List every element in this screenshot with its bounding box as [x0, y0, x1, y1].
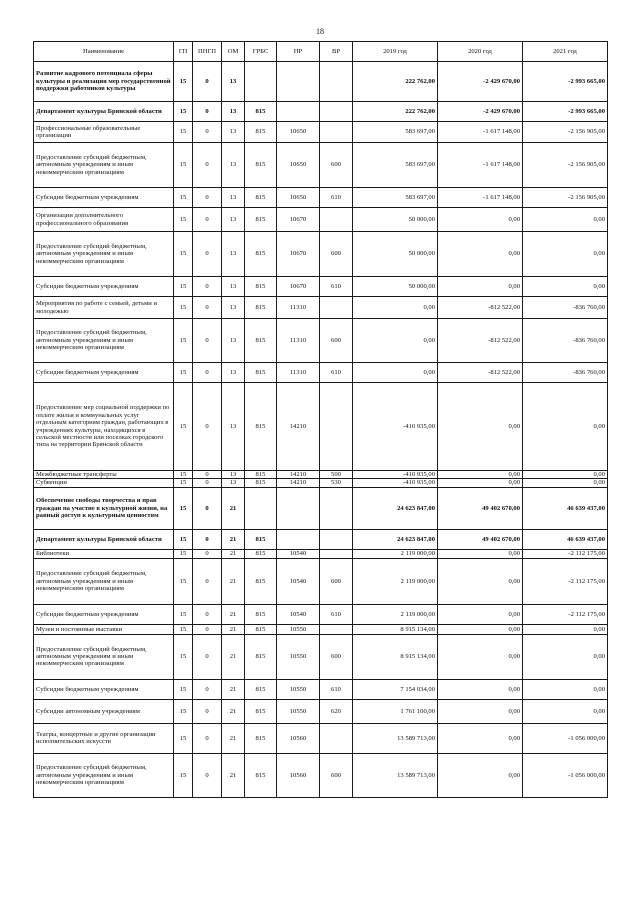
cell-2021: -2 993 665,00: [523, 62, 608, 102]
table-header-row: [34, 42, 608, 62]
cell-2020: 0,00: [438, 277, 523, 297]
cell-nr: 10670: [277, 277, 320, 297]
cell-grbs: [245, 62, 277, 102]
cell-2019: 24 623 847,00: [353, 529, 438, 549]
cell-2020: -812 522,00: [438, 319, 523, 363]
cell-name: Предоставление субсидий бюджетным, автономным учреждениям и иным некоммерческим организациям: [34, 232, 174, 277]
cell-2019: 2 119 000,00: [353, 558, 438, 604]
cell-2021: 0,00: [523, 208, 608, 232]
cell-nr: 10560: [277, 723, 320, 753]
cell-2019: 50 000,00: [353, 277, 438, 297]
table-row: [34, 487, 608, 529]
cell-grbs: 815: [245, 753, 277, 797]
cell-pngp: 0: [193, 723, 222, 753]
cell-2021: 0,00: [523, 479, 608, 487]
cell-nr: [277, 487, 320, 529]
cell-name: Межбюджетные трансферты: [34, 471, 174, 479]
cell-om: 21: [222, 699, 245, 723]
cell-2020: 0,00: [438, 679, 523, 699]
cell-2020: 0,00: [438, 699, 523, 723]
cell-nr: 10650: [277, 143, 320, 188]
cell-name: Обеспечение свободы творчества и прав граждан на участие в культурной жизни, на равный доступ к культурным ценностям: [34, 487, 174, 529]
cell-name: Музеи и постоянные выставки: [34, 624, 174, 634]
cell-om: 21: [222, 558, 245, 604]
cell-2020: 0,00: [438, 723, 523, 753]
cell-gp: 15: [174, 723, 193, 753]
table-row: [34, 634, 608, 679]
cell-gp: 15: [174, 363, 193, 383]
cell-vr: [320, 102, 353, 122]
cell-gp: 15: [174, 383, 193, 471]
cell-grbs: 815: [245, 277, 277, 297]
table-row: [34, 232, 608, 277]
cell-om: 21: [222, 679, 245, 699]
cell-nr: 10550: [277, 634, 320, 679]
cell-name: Предоставление субсидий бюджетным, автономным учреждениям и иным некоммерческим организациям: [34, 753, 174, 797]
cell-nr: 10540: [277, 549, 320, 558]
table-row: [34, 679, 608, 699]
cell-2020: 0,00: [438, 624, 523, 634]
cell-pngp: 0: [193, 634, 222, 679]
cell-2020: 0,00: [438, 604, 523, 624]
cell-gp: 15: [174, 143, 193, 188]
cell-2019: 1 761 100,00: [353, 699, 438, 723]
cell-nr: 10550: [277, 624, 320, 634]
cell-2021: 0,00: [523, 679, 608, 699]
cell-2020: 0,00: [438, 208, 523, 232]
cell-2021: -836 760,00: [523, 319, 608, 363]
cell-om: 21: [222, 604, 245, 624]
cell-pngp: 0: [193, 549, 222, 558]
cell-grbs: 815: [245, 208, 277, 232]
header-2019: 2019 год: [353, 42, 438, 62]
cell-gp: 15: [174, 188, 193, 208]
cell-pngp: 0: [193, 479, 222, 487]
cell-name: Библиотеки: [34, 549, 174, 558]
cell-2020: -2 429 670,00: [438, 102, 523, 122]
cell-vr: [320, 383, 353, 471]
cell-grbs: 815: [245, 143, 277, 188]
cell-vr: 610: [320, 363, 353, 383]
cell-2021: 0,00: [523, 624, 608, 634]
cell-2019: 50 000,00: [353, 208, 438, 232]
cell-nr: 10550: [277, 679, 320, 699]
cell-2019: 8 915 134,00: [353, 624, 438, 634]
header-grbs: ГРБС: [245, 42, 277, 62]
cell-pngp: 0: [193, 297, 222, 319]
cell-om: 13: [222, 102, 245, 122]
cell-vr: 610: [320, 188, 353, 208]
cell-2021: -836 760,00: [523, 363, 608, 383]
cell-grbs: [245, 487, 277, 529]
cell-2020: -1 617 148,00: [438, 122, 523, 143]
cell-grbs: 815: [245, 699, 277, 723]
cell-pngp: 0: [193, 699, 222, 723]
cell-om: 13: [222, 383, 245, 471]
cell-om: 21: [222, 753, 245, 797]
cell-pngp: 0: [193, 604, 222, 624]
cell-name: Предоставление мер социальной поддержки по оплате жилья и коммунальных услуг отдельным категориям граждан, работающих в учреждениях культуры, находящихся в сельской местности или поселках городского типа на территории Брянской области: [34, 383, 174, 471]
cell-name: Субсидии бюджетным учреждениям: [34, 679, 174, 699]
cell-vr: [320, 208, 353, 232]
cell-pngp: 0: [193, 624, 222, 634]
cell-pngp: 0: [193, 122, 222, 143]
cell-gp: 15: [174, 102, 193, 122]
cell-om: 21: [222, 529, 245, 549]
header-2021: 2021 год: [523, 42, 608, 62]
cell-2019: 7 154 034,00: [353, 679, 438, 699]
cell-nr: 14210: [277, 471, 320, 479]
cell-pngp: 0: [193, 232, 222, 277]
cell-2019: -410 935,00: [353, 471, 438, 479]
cell-2020: 0,00: [438, 232, 523, 277]
cell-om: 13: [222, 363, 245, 383]
cell-2021: 0,00: [523, 383, 608, 471]
cell-gp: 15: [174, 277, 193, 297]
header-om: ОМ: [222, 42, 245, 62]
cell-pngp: 0: [193, 753, 222, 797]
cell-2019: -410 935,00: [353, 383, 438, 471]
cell-gp: 15: [174, 558, 193, 604]
cell-2020: 0,00: [438, 479, 523, 487]
cell-vr: [320, 122, 353, 143]
cell-2019: -410 935,00: [353, 479, 438, 487]
cell-vr: 610: [320, 277, 353, 297]
cell-2019: 583 697,00: [353, 143, 438, 188]
table-row: [34, 558, 608, 604]
cell-gp: 15: [174, 634, 193, 679]
cell-2021: -1 056 000,00: [523, 723, 608, 753]
cell-vr: 620: [320, 699, 353, 723]
cell-vr: 600: [320, 634, 353, 679]
cell-2021: 0,00: [523, 471, 608, 479]
cell-2019: 0,00: [353, 363, 438, 383]
cell-grbs: 815: [245, 102, 277, 122]
table-row: [34, 122, 608, 143]
cell-vr: [320, 62, 353, 102]
cell-vr: 600: [320, 319, 353, 363]
cell-om: 21: [222, 549, 245, 558]
cell-om: 13: [222, 122, 245, 143]
header-nr: НР: [277, 42, 320, 62]
cell-gp: 15: [174, 529, 193, 549]
cell-om: 13: [222, 188, 245, 208]
cell-name: Профессиональные образовательные организации: [34, 122, 174, 143]
cell-2020: -812 522,00: [438, 363, 523, 383]
cell-grbs: 815: [245, 232, 277, 277]
cell-grbs: 815: [245, 188, 277, 208]
header-2020: 2020 год: [438, 42, 523, 62]
cell-nr: 10540: [277, 604, 320, 624]
cell-pngp: 0: [193, 319, 222, 363]
cell-pngp: 0: [193, 188, 222, 208]
cell-name: Субсидии бюджетным учреждениям: [34, 363, 174, 383]
cell-vr: [320, 297, 353, 319]
cell-2019: 0,00: [353, 319, 438, 363]
cell-2020: -812 522,00: [438, 297, 523, 319]
cell-vr: [320, 549, 353, 558]
cell-vr: 600: [320, 232, 353, 277]
cell-2021: 46 639 437,00: [523, 487, 608, 529]
cell-2019: 2 119 000,00: [353, 604, 438, 624]
cell-pngp: 0: [193, 62, 222, 102]
cell-vr: 610: [320, 604, 353, 624]
cell-nr: [277, 529, 320, 549]
cell-nr: [277, 102, 320, 122]
cell-2020: 49 402 670,00: [438, 487, 523, 529]
cell-gp: 15: [174, 319, 193, 363]
cell-grbs: 815: [245, 679, 277, 699]
cell-name: Предоставление субсидий бюджетным, автономным учреждениям и иным некоммерческим организациям: [34, 634, 174, 679]
cell-2020: -1 617 148,00: [438, 188, 523, 208]
page-number: 18: [316, 27, 324, 36]
cell-om: 13: [222, 232, 245, 277]
cell-om: 21: [222, 634, 245, 679]
cell-name: Предоставление субсидий бюджетным, автономным учреждениям и иным некоммерческим организациям: [34, 558, 174, 604]
cell-2020: 0,00: [438, 558, 523, 604]
cell-nr: 10650: [277, 122, 320, 143]
cell-2019: 24 623 847,00: [353, 487, 438, 529]
cell-vr: [320, 529, 353, 549]
cell-2019: 8 915 134,00: [353, 634, 438, 679]
cell-grbs: 815: [245, 122, 277, 143]
table-row: [34, 479, 608, 487]
cell-pngp: 0: [193, 471, 222, 479]
cell-grbs: 815: [245, 549, 277, 558]
cell-vr: [320, 723, 353, 753]
cell-name: Субвенции: [34, 479, 174, 487]
table-row: [34, 471, 608, 479]
cell-grbs: 815: [245, 723, 277, 753]
cell-2019: 222 762,00: [353, 102, 438, 122]
cell-2021: 46 639 437,00: [523, 529, 608, 549]
cell-gp: 15: [174, 753, 193, 797]
cell-2019: 583 697,00: [353, 122, 438, 143]
cell-2019: 13 589 713,00: [353, 723, 438, 753]
cell-grbs: 815: [245, 383, 277, 471]
cell-nr: 11310: [277, 297, 320, 319]
cell-grbs: 815: [245, 297, 277, 319]
cell-nr: 10540: [277, 558, 320, 604]
cell-vr: 500: [320, 471, 353, 479]
cell-gp: 15: [174, 624, 193, 634]
cell-2020: 0,00: [438, 634, 523, 679]
cell-vr: [320, 487, 353, 529]
cell-2019: 13 589 713,00: [353, 753, 438, 797]
cell-2019: 222 762,00: [353, 62, 438, 102]
cell-grbs: 815: [245, 363, 277, 383]
cell-nr: 10560: [277, 753, 320, 797]
cell-name: Субсидии бюджетным учреждениям: [34, 604, 174, 624]
cell-2021: 0,00: [523, 699, 608, 723]
cell-nr: 14210: [277, 383, 320, 471]
cell-grbs: 815: [245, 624, 277, 634]
cell-2020: 0,00: [438, 753, 523, 797]
cell-pngp: 0: [193, 102, 222, 122]
cell-2020: 0,00: [438, 471, 523, 479]
cell-nr: [277, 62, 320, 102]
cell-2021: -2 993 665,00: [523, 102, 608, 122]
table-row: [34, 699, 608, 723]
cell-om: 13: [222, 479, 245, 487]
cell-om: 13: [222, 62, 245, 102]
cell-grbs: 815: [245, 604, 277, 624]
cell-gp: 15: [174, 232, 193, 277]
table-row: [34, 102, 608, 122]
cell-grbs: 815: [245, 319, 277, 363]
cell-grbs: 815: [245, 558, 277, 604]
table-row: [34, 143, 608, 188]
cell-2020: 49 402 670,00: [438, 529, 523, 549]
cell-gp: 15: [174, 208, 193, 232]
table-row: [34, 363, 608, 383]
cell-2021: 0,00: [523, 232, 608, 277]
cell-name: Департамент культуры Брянской области: [34, 102, 174, 122]
header-name: Наименование: [34, 42, 174, 62]
cell-name: Театры, концертные и другие организации исполнительских искусств: [34, 723, 174, 753]
cell-om: 13: [222, 319, 245, 363]
cell-om: 13: [222, 277, 245, 297]
cell-nr: 10550: [277, 699, 320, 723]
cell-om: 21: [222, 487, 245, 529]
cell-2019: 2 119 000,00: [353, 549, 438, 558]
cell-name: Департамент культуры Брянской области: [34, 529, 174, 549]
cell-om: 13: [222, 208, 245, 232]
cell-nr: 10650: [277, 188, 320, 208]
table-row: [34, 604, 608, 624]
cell-name: Организации дополнительного профессионального образования: [34, 208, 174, 232]
cell-om: 21: [222, 723, 245, 753]
cell-nr: 11310: [277, 319, 320, 363]
cell-name: Субсидии автономным учреждениям: [34, 699, 174, 723]
cell-2021: -2 156 905,00: [523, 122, 608, 143]
cell-2021: -836 760,00: [523, 297, 608, 319]
header-vr: ВР: [320, 42, 353, 62]
cell-2020: -1 617 148,00: [438, 143, 523, 188]
cell-om: 21: [222, 624, 245, 634]
cell-gp: 15: [174, 699, 193, 723]
cell-vr: 610: [320, 679, 353, 699]
cell-2019: 0,00: [353, 297, 438, 319]
cell-vr: 600: [320, 143, 353, 188]
cell-gp: 15: [174, 479, 193, 487]
cell-grbs: 815: [245, 471, 277, 479]
cell-2021: -2 156 905,00: [523, 188, 608, 208]
cell-name: Субсидии бюджетным учреждениям: [34, 277, 174, 297]
cell-pngp: 0: [193, 679, 222, 699]
cell-2021: 0,00: [523, 634, 608, 679]
cell-gp: 15: [174, 679, 193, 699]
table-row: [34, 383, 608, 471]
cell-om: 13: [222, 297, 245, 319]
cell-2020: 0,00: [438, 383, 523, 471]
cell-vr: 600: [320, 558, 353, 604]
cell-pngp: 0: [193, 558, 222, 604]
table-row: [34, 624, 608, 634]
cell-nr: 14210: [277, 479, 320, 487]
header-gp: ГП: [174, 42, 193, 62]
cell-2021: -1 056 000,00: [523, 753, 608, 797]
table-row: [34, 188, 608, 208]
table-row: [34, 529, 608, 549]
cell-om: 13: [222, 143, 245, 188]
cell-nr: 10670: [277, 232, 320, 277]
table-row: [34, 297, 608, 319]
cell-2021: -2 112 175,00: [523, 604, 608, 624]
table-row: [34, 319, 608, 363]
cell-gp: 15: [174, 62, 193, 102]
cell-name: Предоставление субсидий бюджетным, автономным учреждениям и иным некоммерческим организациям: [34, 319, 174, 363]
cell-2020: -2 429 670,00: [438, 62, 523, 102]
table-row: [34, 277, 608, 297]
cell-2021: -2 156 905,00: [523, 143, 608, 188]
table-row: [34, 753, 608, 797]
table-row: [34, 549, 608, 558]
cell-vr: 600: [320, 753, 353, 797]
cell-nr: 10670: [277, 208, 320, 232]
cell-pngp: 0: [193, 363, 222, 383]
budget-table: [33, 41, 608, 798]
cell-name: Мероприятия по работе с семьей, детьми и молодежью: [34, 297, 174, 319]
cell-pngp: 0: [193, 383, 222, 471]
cell-2021: -2 112 175,00: [523, 558, 608, 604]
cell-pngp: 0: [193, 529, 222, 549]
cell-2021: 0,00: [523, 277, 608, 297]
cell-name: Развитие кадрового потенциала сферы культуры и реализация мер государственной поддержки работников культуры: [34, 62, 174, 102]
cell-name: Предоставление субсидий бюджетным, автономным учреждениям и иным некоммерческим организациям: [34, 143, 174, 188]
table-row: [34, 208, 608, 232]
cell-grbs: 815: [245, 634, 277, 679]
cell-gp: 15: [174, 604, 193, 624]
cell-pngp: 0: [193, 487, 222, 529]
cell-2019: 50 000,00: [353, 232, 438, 277]
cell-vr: [320, 624, 353, 634]
cell-pngp: 0: [193, 143, 222, 188]
cell-grbs: 815: [245, 529, 277, 549]
cell-gp: 15: [174, 297, 193, 319]
cell-gp: 15: [174, 122, 193, 143]
cell-gp: 15: [174, 487, 193, 529]
table-row: [34, 62, 608, 102]
cell-2020: 0,00: [438, 549, 523, 558]
cell-pngp: 0: [193, 208, 222, 232]
cell-grbs: 815: [245, 479, 277, 487]
cell-2021: -2 112 175,00: [523, 549, 608, 558]
cell-om: 13: [222, 471, 245, 479]
cell-2019: 583 697,00: [353, 188, 438, 208]
cell-name: Субсидии бюджетным учреждениям: [34, 188, 174, 208]
table-row: [34, 723, 608, 753]
cell-vr: 530: [320, 479, 353, 487]
cell-gp: 15: [174, 471, 193, 479]
cell-nr: 11310: [277, 363, 320, 383]
header-pngp: ПНГП: [193, 42, 222, 62]
cell-gp: 15: [174, 549, 193, 558]
cell-pngp: 0: [193, 277, 222, 297]
